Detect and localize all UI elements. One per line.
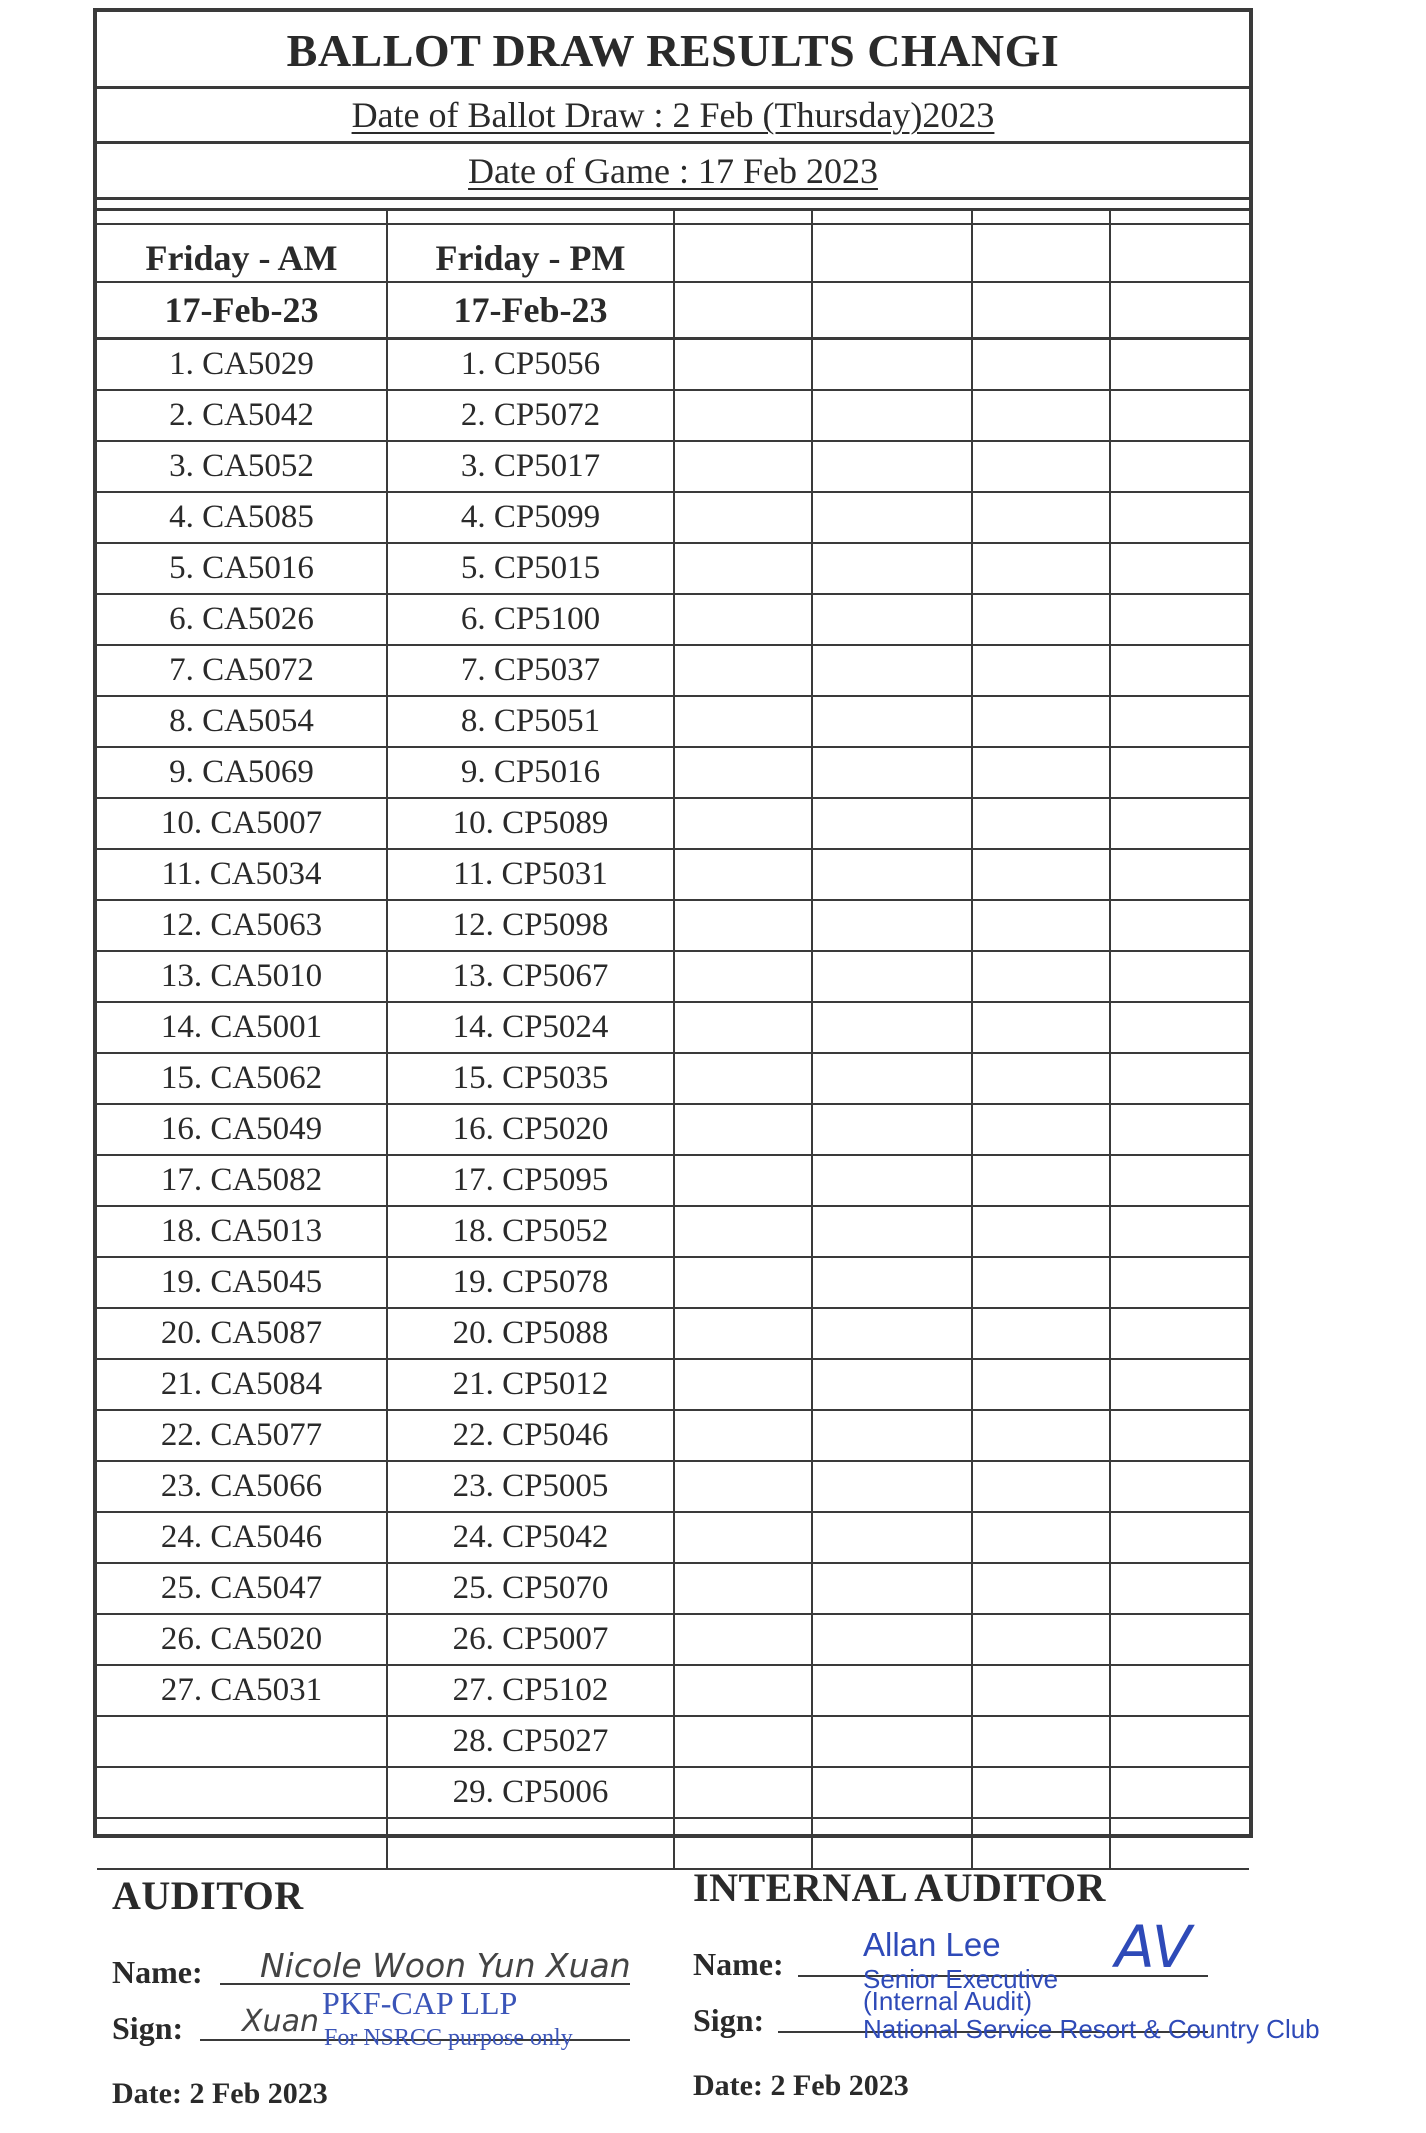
empty-cell	[1110, 339, 1249, 391]
am-result-cell: 8. CA5054	[97, 696, 387, 747]
empty-cell	[812, 951, 972, 1002]
empty-cell	[1110, 1053, 1249, 1104]
empty-cell	[812, 1053, 972, 1104]
pm-result-cell: 7. CP5037	[387, 645, 674, 696]
pm-result-cell: 17. CP5095	[387, 1155, 674, 1206]
am-result-cell: 26. CA5020	[97, 1614, 387, 1665]
empty-cell	[972, 1104, 1110, 1155]
auditor-title: AUDITOR	[112, 1873, 304, 1918]
empty-cell	[1110, 1665, 1249, 1716]
am-result-cell: 1. CA5029	[97, 339, 387, 391]
table-row	[97, 1512, 1249, 1563]
am-result-cell: 12. CA5063	[97, 900, 387, 951]
empty-cell	[1110, 492, 1249, 543]
table-row	[97, 1818, 1249, 1869]
empty-cell	[972, 1002, 1110, 1053]
empty-cell	[812, 543, 972, 594]
empty-cell	[1110, 696, 1249, 747]
am-result-cell: 6. CA5026	[97, 594, 387, 645]
table-row	[97, 798, 1249, 849]
empty-cell	[972, 1461, 1110, 1512]
empty-cell	[674, 696, 812, 747]
game-date: Date of Game : 17 Feb 2023	[468, 151, 878, 191]
pm-result-cell: 5. CP5015	[387, 543, 674, 594]
auditor-stamp-firm: PKF-CAP LLP	[322, 1985, 518, 2022]
pm-result-cell: 8. CP5051	[387, 696, 674, 747]
empty-cell	[674, 1665, 812, 1716]
internal-signature: AV	[1115, 1913, 1192, 1981]
empty-cell	[972, 1767, 1110, 1818]
pm-result-cell: 27. CP5102	[387, 1665, 674, 1716]
empty-cell	[812, 1002, 972, 1053]
table-row	[97, 747, 1249, 798]
am-result-cell: 2. CA5042	[97, 390, 387, 441]
am-session-header: Friday - AM	[97, 224, 387, 282]
table-row	[97, 1359, 1249, 1410]
table-row	[97, 849, 1249, 900]
table-row	[97, 594, 1249, 645]
am-result-cell: 23. CA5066	[97, 1461, 387, 1512]
empty-cell	[812, 1818, 972, 1869]
empty-cell	[1110, 1512, 1249, 1563]
empty-cell	[1110, 1308, 1249, 1359]
empty-cell	[972, 390, 1110, 441]
internal-name-value: Allan Lee	[863, 1926, 1001, 1964]
pm-result-cell: 1. CP5056	[387, 339, 674, 391]
empty-cell	[972, 1155, 1110, 1206]
table-row	[97, 1308, 1249, 1359]
am-result-cell: 4. CA5085	[97, 492, 387, 543]
empty-cell	[972, 1359, 1110, 1410]
empty-cell	[812, 441, 972, 492]
empty-cell	[1110, 1002, 1249, 1053]
empty-cell	[812, 1410, 972, 1461]
auditor-block	[112, 1872, 672, 2111]
table-row	[97, 1767, 1249, 1818]
table-row	[97, 390, 1249, 441]
empty-cell	[972, 339, 1110, 391]
am-result-cell	[97, 1767, 387, 1818]
empty-cell	[674, 900, 812, 951]
internal-name-field	[693, 1913, 1333, 1994]
pm-session-header: Friday - PM	[387, 224, 674, 282]
am-result-cell: 22. CA5077	[97, 1410, 387, 1461]
empty-cell	[674, 645, 812, 696]
empty-cell	[674, 1818, 812, 1869]
pm-result-cell: 10. CP5089	[387, 798, 674, 849]
empty-cell	[812, 696, 972, 747]
internal-sign-field	[693, 1985, 1333, 2045]
empty-cell	[674, 1410, 812, 1461]
am-result-cell: 15. CA5062	[97, 1053, 387, 1104]
table-row	[97, 645, 1249, 696]
empty-cell	[1110, 441, 1249, 492]
internal-name-label: Name:	[693, 1946, 784, 1982]
pm-result-cell: 4. CP5099	[387, 492, 674, 543]
empty-cell	[674, 1359, 812, 1410]
pm-result-cell: 29. CP5006	[387, 1767, 674, 1818]
table-row	[97, 1053, 1249, 1104]
table-row	[97, 1104, 1249, 1155]
table-row	[97, 696, 1249, 747]
empty-cell	[972, 492, 1110, 543]
empty-cell	[972, 1206, 1110, 1257]
empty-cell	[1110, 645, 1249, 696]
am-result-cell: 13. CA5010	[97, 951, 387, 1002]
table-row	[97, 1257, 1249, 1308]
pm-result-cell: 16. CP5020	[387, 1104, 674, 1155]
empty-cell	[972, 849, 1110, 900]
pm-result-cell: 25. CP5070	[387, 1563, 674, 1614]
empty-cell	[972, 1410, 1110, 1461]
table-row	[97, 1665, 1249, 1716]
empty-cell	[1110, 1410, 1249, 1461]
table-row	[97, 543, 1249, 594]
empty-cell	[812, 390, 972, 441]
empty-cell	[1110, 1359, 1249, 1410]
table-row	[97, 900, 1249, 951]
empty-cell	[812, 1716, 972, 1767]
table-row	[97, 339, 1249, 391]
am-result-cell	[97, 1716, 387, 1767]
table-row	[97, 1002, 1249, 1053]
pm-result-cell: 13. CP5067	[387, 951, 674, 1002]
am-result-cell: 18. CA5013	[97, 1206, 387, 1257]
empty-cell	[1110, 798, 1249, 849]
internal-department: (Internal Audit)	[863, 1985, 1033, 2016]
empty-cell	[1110, 390, 1249, 441]
table-row	[97, 1461, 1249, 1512]
empty-cell	[812, 1308, 972, 1359]
empty-cell	[972, 1512, 1110, 1563]
pm-result-cell: 23. CP5005	[387, 1461, 674, 1512]
pm-result-cell: 26. CP5007	[387, 1614, 674, 1665]
empty-cell	[1110, 1614, 1249, 1665]
am-result-cell: 20. CA5087	[97, 1308, 387, 1359]
empty-cell	[972, 1257, 1110, 1308]
table-row	[97, 1716, 1249, 1767]
empty-cell	[674, 1563, 812, 1614]
pm-result-cell: 28. CP5027	[387, 1716, 674, 1767]
empty-cell	[972, 696, 1110, 747]
pm-result-cell: 18. CP5052	[387, 1206, 674, 1257]
empty-cell	[1110, 1563, 1249, 1614]
pm-result-cell: 2. CP5072	[387, 390, 674, 441]
internal-auditor-title: INTERNAL AUDITOR	[693, 1865, 1106, 1910]
am-result-cell: 21. CA5084	[97, 1359, 387, 1410]
empty-cell	[674, 1716, 812, 1767]
am-result-cell: 16. CA5049	[97, 1104, 387, 1155]
empty-cell	[812, 849, 972, 900]
empty-cell	[1110, 849, 1249, 900]
table-row	[97, 441, 1249, 492]
am-result-cell: 24. CA5046	[97, 1512, 387, 1563]
empty-cell	[1110, 1461, 1249, 1512]
am-result-cell: 17. CA5082	[97, 1155, 387, 1206]
empty-cell	[972, 1818, 1110, 1869]
pm-result-cell: 14. CP5024	[387, 1002, 674, 1053]
empty-cell	[972, 441, 1110, 492]
date-header-row	[97, 282, 1249, 339]
empty-cell	[812, 492, 972, 543]
empty-cell	[1110, 1257, 1249, 1308]
table-row	[97, 1614, 1249, 1665]
empty-cell	[674, 594, 812, 645]
pm-date-header: 17-Feb-23	[387, 282, 674, 339]
results-table	[97, 208, 1249, 1870]
session-header-row	[97, 224, 1249, 282]
empty-cell	[972, 1665, 1110, 1716]
empty-cell	[812, 1767, 972, 1818]
am-result-cell: 14. CA5001	[97, 1002, 387, 1053]
table-row	[97, 1206, 1249, 1257]
empty-cell	[812, 1206, 972, 1257]
page-title: BALLOT DRAW RESULTS CHANGI	[97, 12, 1249, 89]
empty-cell	[812, 339, 972, 391]
game-date-row	[97, 141, 1249, 200]
auditor-sign-label: Sign:	[112, 2010, 184, 2046]
empty-cell	[674, 1206, 812, 1257]
empty-cell	[674, 951, 812, 1002]
pm-result-cell: 24. CP5042	[387, 1512, 674, 1563]
empty-cell	[674, 1308, 812, 1359]
pm-result-cell: 6. CP5100	[387, 594, 674, 645]
empty-cell	[972, 1716, 1110, 1767]
empty-cell	[812, 798, 972, 849]
empty-cell	[812, 1359, 972, 1410]
empty-cell	[674, 1512, 812, 1563]
am-result-cell: 5. CA5016	[97, 543, 387, 594]
pm-result-cell: 11. CP5031	[387, 849, 674, 900]
empty-cell	[812, 1563, 972, 1614]
empty-cell	[972, 1614, 1110, 1665]
empty-cell	[674, 543, 812, 594]
pm-result-cell: 19. CP5078	[387, 1257, 674, 1308]
am-result-cell: 10. CA5007	[97, 798, 387, 849]
table-row	[97, 1563, 1249, 1614]
empty-cell	[812, 900, 972, 951]
table-row	[97, 951, 1249, 1002]
am-result-cell: 9. CA5069	[97, 747, 387, 798]
empty-cell	[1110, 1716, 1249, 1767]
empty-cell	[674, 1053, 812, 1104]
empty-cell	[674, 798, 812, 849]
am-result-cell: 27. CA5031	[97, 1665, 387, 1716]
auditor-stamp-note: For NSRCC purpose only	[324, 2024, 573, 2051]
empty-cell	[972, 645, 1110, 696]
pm-result-cell: 12. CP5098	[387, 900, 674, 951]
empty-cell	[812, 1614, 972, 1665]
empty-cell	[1110, 1206, 1249, 1257]
empty-cell	[674, 492, 812, 543]
empty-cell	[1110, 747, 1249, 798]
empty-cell	[674, 1104, 812, 1155]
empty-cell	[674, 1614, 812, 1665]
table-row	[97, 492, 1249, 543]
empty-cell	[1110, 1155, 1249, 1206]
auditor-signature: Xuan	[242, 2004, 319, 2039]
empty-cell	[972, 543, 1110, 594]
empty-cell	[812, 1512, 972, 1563]
empty-cell	[972, 900, 1110, 951]
am-result-cell: 11. CA5034	[97, 849, 387, 900]
empty-cell	[1110, 1104, 1249, 1155]
empty-cell	[812, 1665, 972, 1716]
empty-cell	[674, 390, 812, 441]
table-row	[97, 1155, 1249, 1206]
empty-cell	[972, 1053, 1110, 1104]
am-result-cell: 3. CA5052	[97, 441, 387, 492]
empty-cell	[1110, 900, 1249, 951]
empty-cell	[674, 1461, 812, 1512]
empty-cell	[812, 1257, 972, 1308]
empty-cell	[812, 594, 972, 645]
draw-date: Date of Ballot Draw : 2 Feb (Thursday)2023	[351, 95, 995, 135]
internal-sign-label: Sign:	[693, 2002, 765, 2038]
am-result-cell	[97, 1818, 387, 1869]
pm-result-cell: 21. CP5012	[387, 1359, 674, 1410]
empty-cell	[674, 1257, 812, 1308]
empty-cell	[674, 1155, 812, 1206]
empty-cell	[674, 1767, 812, 1818]
empty-cell	[812, 1104, 972, 1155]
auditor-name-handwritten: Nicole Woon Yun Xuan	[260, 1946, 631, 1985]
empty-cell	[1110, 1767, 1249, 1818]
empty-cell	[1110, 543, 1249, 594]
am-date-header: 17-Feb-23	[97, 282, 387, 339]
pm-result-cell: 15. CP5035	[387, 1053, 674, 1104]
draw-date-row	[97, 86, 1249, 144]
auditor-sign-field	[112, 1985, 672, 2053]
empty-cell	[812, 645, 972, 696]
empty-cell	[1110, 951, 1249, 1002]
empty-cell	[674, 339, 812, 391]
pm-result-cell: 3. CP5017	[387, 441, 674, 492]
empty-cell	[972, 1308, 1110, 1359]
internal-position: Senior Executive	[863, 1963, 1059, 1994]
empty-cell	[812, 1155, 972, 1206]
empty-cell	[674, 1002, 812, 1053]
internal-auditor-block	[693, 1864, 1333, 2103]
auditor-date: Date: 2 Feb 2023	[112, 2077, 328, 2110]
table-spacer-row	[97, 210, 1249, 225]
pm-result-cell: 22. CP5046	[387, 1410, 674, 1461]
empty-cell	[972, 798, 1110, 849]
table-row	[97, 1410, 1249, 1461]
internal-date: Date: 2 Feb 2023	[693, 2069, 909, 2102]
empty-cell	[674, 441, 812, 492]
empty-cell	[674, 747, 812, 798]
am-result-cell: 7. CA5072	[97, 645, 387, 696]
pm-result-cell: 9. CP5016	[387, 747, 674, 798]
pm-result-cell	[387, 1818, 674, 1869]
am-result-cell: 19. CA5045	[97, 1257, 387, 1308]
empty-cell	[972, 1563, 1110, 1614]
ballot-sheet	[93, 8, 1253, 1838]
empty-cell	[674, 849, 812, 900]
empty-cell	[972, 951, 1110, 1002]
pm-result-cell: 20. CP5088	[387, 1308, 674, 1359]
empty-cell	[812, 747, 972, 798]
empty-cell	[1110, 594, 1249, 645]
am-result-cell: 25. CA5047	[97, 1563, 387, 1614]
internal-organisation: National Service Resort & Country Club	[863, 2013, 1320, 2044]
empty-cell	[812, 1461, 972, 1512]
empty-cell	[972, 594, 1110, 645]
empty-cell	[1110, 1818, 1249, 1869]
auditor-name-label: Name:	[112, 1954, 203, 1990]
empty-cell	[972, 747, 1110, 798]
